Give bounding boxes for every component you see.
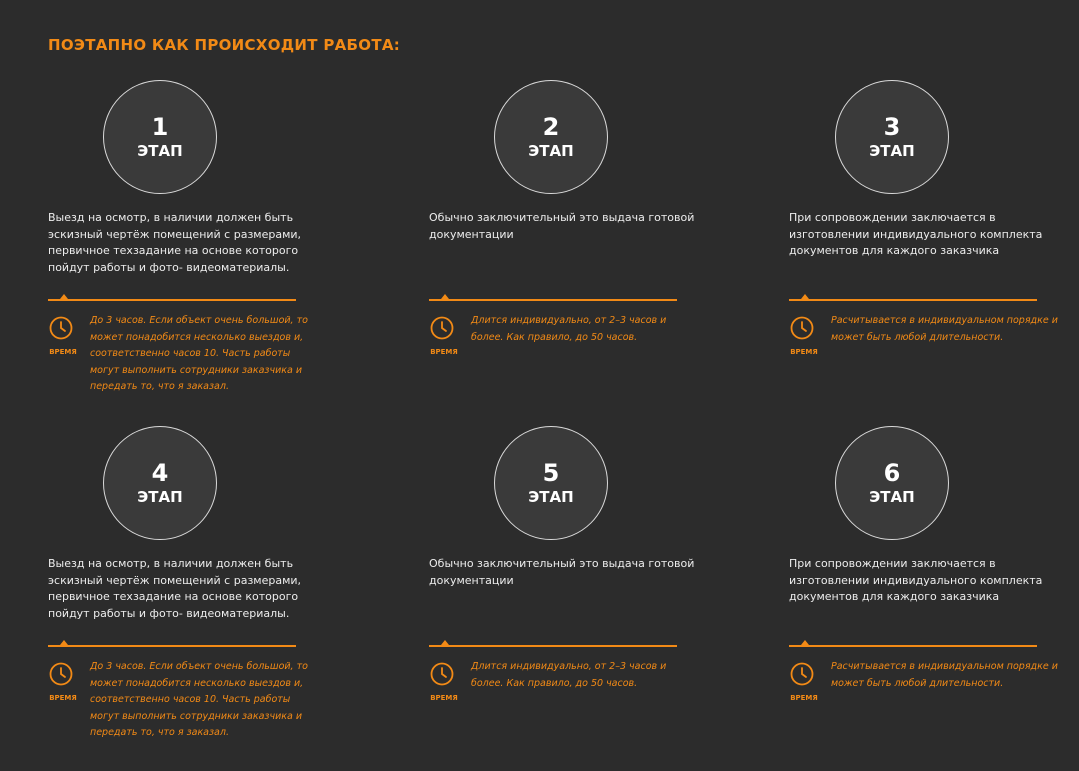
step-description: Обычно заключительный это выдача готовой документации	[429, 557, 695, 587]
time-text: Расчитывается в индивидуальном порядке и может быть любой длительности.	[831, 315, 1058, 343]
divider	[789, 299, 1037, 301]
step-label: ЭТАП	[869, 142, 915, 160]
step-number: 5	[542, 459, 560, 487]
time-text: Расчитывается в индивидуальном порядке и может быть любой длительности.	[831, 661, 1058, 689]
time-text: Длится индивидуально, от 2–3 часов и более. Как правило, до 50 часов.	[471, 315, 667, 343]
divider	[789, 645, 1037, 647]
step-circle	[494, 80, 608, 194]
clock-icon	[49, 662, 73, 686]
step-circle	[835, 426, 949, 540]
step-circle	[494, 426, 608, 540]
step-description: При сопровождении заключается в изготовлении индивидуального комплекта документов для каждого заказчика	[789, 557, 1043, 603]
step-label: ЭТАП	[528, 142, 574, 160]
time-label: ВРЕМЯ	[49, 694, 77, 702]
time-label: ВРЕМЯ	[790, 348, 818, 356]
clock-icon	[790, 662, 814, 686]
step-description: Выезд на осмотр, в наличии должен быть эскизный чертёж помещений с размерами, первичное техзадание на основе которого пойдут работы и фото- видеоматериалы.	[48, 211, 302, 274]
clock-icon	[430, 662, 454, 686]
page-title: ПОЭТАПНО КАК ПРОИСХОДИТ РАБОТА:	[48, 36, 401, 54]
step-circle	[103, 80, 217, 194]
step-number: 1	[151, 113, 169, 141]
step-circle	[835, 80, 949, 194]
clock-icon	[49, 316, 73, 340]
time-label: ВРЕМЯ	[790, 694, 818, 702]
step-number: 2	[542, 113, 560, 141]
step-circle	[103, 426, 217, 540]
divider	[429, 299, 677, 301]
step-number: 4	[151, 459, 169, 487]
step-number: 3	[883, 113, 901, 141]
step-description: Выезд на осмотр, в наличии должен быть эскизный чертёж помещений с размерами, первичное техзадание на основе которого пойдут работы и фото- видеоматериалы.	[48, 557, 302, 620]
clock-icon	[790, 316, 814, 340]
time-text: Длится индивидуально, от 2–3 часов и более. Как правило, до 50 часов.	[471, 661, 667, 689]
step-description: Обычно заключительный это выдача готовой документации	[429, 211, 695, 241]
divider	[429, 645, 677, 647]
time-label: ВРЕМЯ	[430, 348, 458, 356]
step-label: ЭТАП	[869, 488, 915, 506]
time-label: ВРЕМЯ	[49, 348, 77, 356]
step-label: ЭТАП	[528, 488, 574, 506]
time-label: ВРЕМЯ	[430, 694, 458, 702]
time-text: До 3 часов. Если объект очень большой, то может понадобится несколько выездов и, соответственно часов 10. Часть работы могут выполнить сотрудники заказчика и передать то, что я заказал.	[90, 661, 308, 738]
divider	[48, 299, 296, 301]
divider	[48, 645, 296, 647]
step-number: 6	[883, 459, 901, 487]
time-text: До 3 часов. Если объект очень большой, то может понадобится несколько выездов и, соответственно часов 10. Часть работы могут выполнить сотрудники заказчика и передать то, что я заказал.	[90, 315, 308, 392]
step-description: При сопровождении заключается в изготовлении индивидуального комплекта документов для каждого заказчика	[789, 211, 1043, 257]
step-label: ЭТАП	[137, 142, 183, 160]
clock-icon	[430, 316, 454, 340]
step-label: ЭТАП	[137, 488, 183, 506]
